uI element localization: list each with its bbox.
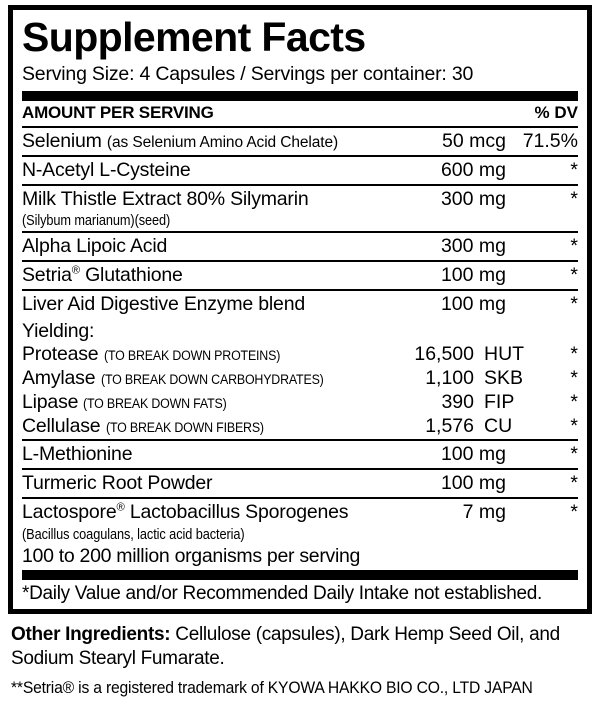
daily-value-footnote: *Daily Value and/or Recommended Daily Intake not established. bbox=[22, 583, 542, 605]
enzyme-unit: FIP bbox=[484, 391, 515, 414]
trademark-note: **Setria® is a registered trademark of KYOWA HAKKO BIO CO., LTD JAPAN bbox=[11, 678, 533, 697]
nutrient-label: Selenium bbox=[22, 129, 102, 152]
nutrient-dv: * bbox=[570, 187, 578, 210]
nutrient-dv: * bbox=[570, 292, 578, 315]
enzyme-label: Protease bbox=[22, 343, 99, 366]
enzyme-label: Cellulase bbox=[22, 415, 101, 438]
footnote-divider-thick bbox=[22, 570, 578, 580]
other-ingredients bbox=[11, 623, 589, 671]
nutrient-dv: * bbox=[570, 263, 578, 286]
nutrient-amount: 300 mg bbox=[440, 234, 506, 257]
nutrient-name: L-Methionine bbox=[22, 442, 133, 465]
enzyme-row bbox=[22, 391, 578, 415]
enzyme-name bbox=[22, 367, 388, 390]
nutrient-descriptor: (as Selenium Amino Acid Chelate) bbox=[106, 133, 339, 151]
table-row bbox=[22, 291, 578, 318]
nutrient-dv: 71.5% bbox=[522, 129, 578, 152]
enzyme-unit: HUT bbox=[484, 343, 525, 366]
nutrient-amount: 300 mg bbox=[440, 187, 506, 210]
below-panel-text bbox=[8, 614, 592, 698]
nutrient-name: Alpha Lipoic Acid bbox=[22, 234, 168, 257]
nutrient-dv: * bbox=[570, 442, 578, 465]
brand-name: Setria bbox=[22, 263, 72, 286]
enzyme-dv: * bbox=[570, 415, 578, 438]
table-row bbox=[22, 128, 578, 155]
enzyme-row bbox=[22, 415, 578, 439]
other-ingredients-text: Cellulose (capsules), Dark Hemp Seed Oil, and Sodium Stearyl Fumarate. bbox=[11, 624, 560, 669]
enzyme-unit: CU bbox=[484, 415, 513, 438]
nutrient-dv: * bbox=[570, 158, 578, 181]
nutrient-name: Milk Thistle Extract 80% Silymarin bbox=[22, 187, 309, 210]
nutrient-subtext: (Silybum marianum)(seed) bbox=[22, 212, 171, 229]
organisms-per-serving: 100 to 200 million organisms per serving bbox=[22, 545, 361, 568]
facts-panel bbox=[8, 5, 592, 614]
enzyme-descriptor: (TO BREAK DOWN FIBERS) bbox=[105, 420, 264, 436]
nutrient-name: Liver Aid Digestive Enzyme blend bbox=[22, 292, 305, 315]
registered-mark-icon: ® bbox=[71, 264, 80, 277]
enzyme-dv: * bbox=[570, 391, 578, 414]
nutrient-label: Glutathione bbox=[79, 263, 183, 286]
table-row bbox=[22, 262, 578, 289]
enzyme-dv: * bbox=[570, 367, 578, 390]
enzyme-row bbox=[22, 367, 578, 391]
nutrient-name bbox=[22, 264, 388, 287]
enzyme-name bbox=[22, 415, 388, 438]
enzyme-value: 390 bbox=[441, 391, 474, 414]
table-header-row bbox=[22, 101, 578, 126]
yielding-label: Yielding: bbox=[22, 319, 95, 342]
enzyme-label: Amylase bbox=[22, 367, 96, 390]
enzyme-descriptor: (TO BREAK DOWN CARBOHYDRATES) bbox=[100, 372, 324, 388]
table-row bbox=[22, 470, 578, 497]
nutrient-dv: * bbox=[570, 234, 578, 257]
percent-dv-header: % DV bbox=[534, 102, 578, 122]
nutrient-label: Lactobacillus Sporogenes bbox=[124, 500, 349, 523]
table-row bbox=[22, 186, 578, 213]
enzyme-name bbox=[22, 343, 388, 366]
enzyme-descriptor: (TO BREAK DOWN FATS) bbox=[83, 396, 228, 412]
nutrient-dv: * bbox=[570, 471, 578, 494]
header-divider-thick bbox=[22, 91, 578, 101]
enzyme-value: 16,500 bbox=[414, 343, 474, 366]
registered-mark-icon: ® bbox=[116, 501, 125, 514]
serving-size-line: Serving Size: 4 Capsules / Servings per container: 30 bbox=[22, 63, 474, 86]
nutrient-amount: 100 mg bbox=[440, 442, 506, 465]
table-row bbox=[22, 157, 578, 184]
enzyme-row bbox=[22, 343, 578, 367]
nutrient-amount: 600 mg bbox=[440, 158, 506, 181]
nutrient-name bbox=[22, 501, 388, 525]
nutrient-dv: * bbox=[570, 500, 578, 523]
nutrient-amount: 100 mg bbox=[440, 292, 506, 315]
enzyme-dv: * bbox=[570, 343, 578, 366]
amount-per-serving-header: AMOUNT PER SERVING bbox=[22, 102, 214, 122]
table-row bbox=[22, 499, 578, 527]
enzyme-name bbox=[22, 391, 388, 414]
table-row bbox=[22, 233, 578, 260]
nutrient-name bbox=[22, 130, 388, 153]
enzyme-descriptor: (TO BREAK DOWN PROTEINS) bbox=[103, 348, 280, 364]
enzyme-value: 1,576 bbox=[425, 415, 474, 438]
page-title: Supplement Facts bbox=[22, 14, 366, 60]
nutrient-name: N-Acetyl L-Cysteine bbox=[22, 158, 191, 181]
nutrient-amount: 7 mg bbox=[462, 500, 506, 523]
nutrient-amount: 100 mg bbox=[440, 263, 506, 286]
other-ingredients-label: Other Ingredients: bbox=[11, 624, 171, 646]
table-row bbox=[22, 441, 578, 468]
lactospore-subtext: (Bacillus coagulans, lactic acid bacteria) bbox=[22, 526, 245, 543]
enzyme-label: Lipase bbox=[22, 391, 79, 414]
enzyme-value: 1,100 bbox=[425, 367, 474, 390]
nutrient-amount: 100 mg bbox=[440, 471, 506, 494]
enzyme-unit: SKB bbox=[484, 367, 524, 390]
nutrient-amount: 50 mcg bbox=[442, 129, 506, 152]
brand-name: Lactospore bbox=[22, 500, 117, 523]
nutrient-name: Turmeric Root Powder bbox=[22, 471, 213, 494]
